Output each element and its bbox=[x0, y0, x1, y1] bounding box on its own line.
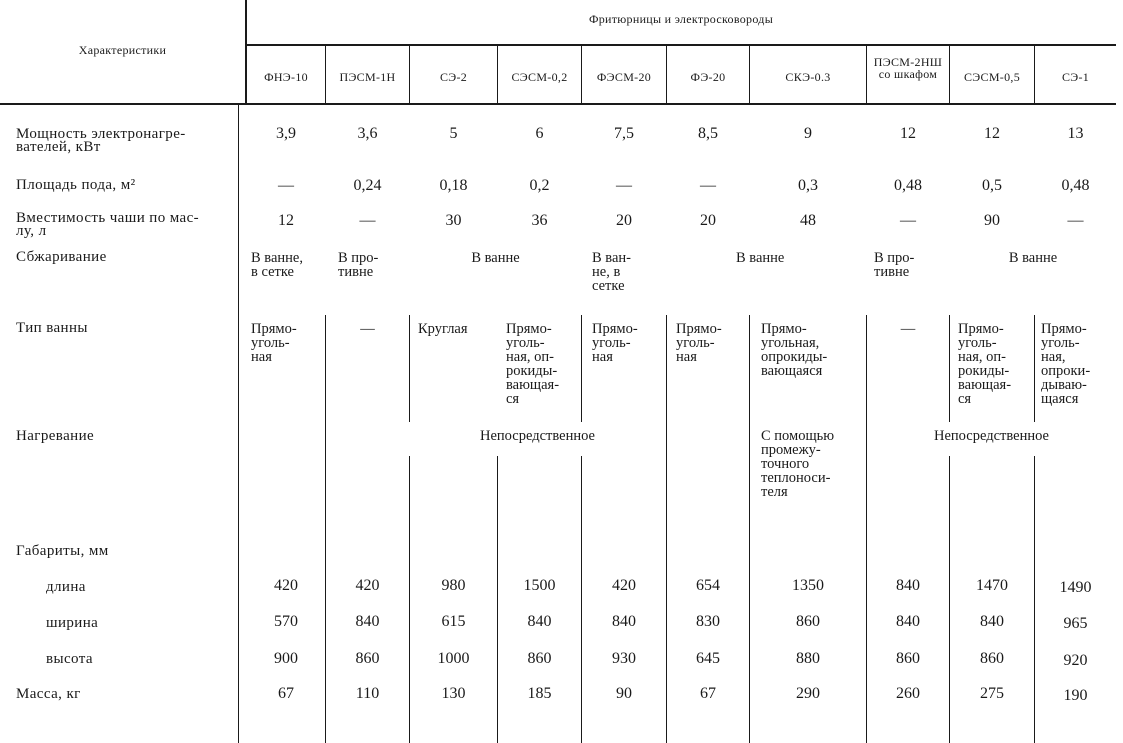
length-cell: 420 bbox=[355, 577, 380, 594]
area-cell: — bbox=[278, 177, 294, 194]
mass-cell: 90 bbox=[616, 685, 632, 702]
header-model-5: ФЭСМ-20 bbox=[596, 70, 652, 84]
mass-cell: 275 bbox=[980, 685, 1004, 702]
capacity-cell: — bbox=[359, 212, 376, 229]
height-cell: 860 bbox=[896, 650, 920, 667]
label-width: ширина bbox=[46, 615, 99, 631]
vrule-body-9 bbox=[1034, 315, 1035, 422]
header-model-7: СКЭ-0.3 bbox=[785, 70, 831, 84]
header-model-3: СЭ-2 bbox=[439, 70, 468, 84]
width-cell: 840 bbox=[980, 613, 1004, 630]
mass-cell: 67 bbox=[278, 685, 294, 702]
frying-cell-merged: В ванне bbox=[736, 250, 785, 266]
label-bath: Тип ванны bbox=[16, 320, 88, 336]
power-cell: 8,5 bbox=[698, 125, 718, 142]
header-model-4: СЭСМ-0,2 bbox=[511, 70, 568, 84]
capacity-cell: — bbox=[900, 212, 916, 229]
vrule-body-7 bbox=[866, 315, 867, 743]
frying-cell-merged: В ванне bbox=[471, 250, 520, 266]
label-heating: Нагревание bbox=[16, 428, 95, 444]
vrule-body-6 bbox=[749, 315, 750, 743]
header-model-2: ПЭСМ-1Н bbox=[339, 70, 396, 84]
frying-cell-merged: В ванне bbox=[1008, 250, 1058, 266]
capacity-cell: — bbox=[1067, 212, 1084, 229]
width-cell: 840 bbox=[612, 613, 636, 630]
capacity-cell: 48 bbox=[800, 212, 816, 229]
height-cell: 880 bbox=[796, 650, 820, 667]
power-cell: 9 bbox=[804, 125, 812, 142]
vrule-header-7 bbox=[866, 45, 867, 103]
area-cell: 0,18 bbox=[439, 177, 468, 194]
label-dims: Габариты, мм bbox=[16, 543, 109, 559]
power-cell: 3,6 bbox=[357, 125, 378, 142]
length-cell: 654 bbox=[696, 577, 720, 594]
bath-cell: — bbox=[360, 321, 375, 337]
area-cell: — bbox=[616, 177, 632, 194]
length-cell: 1470 bbox=[976, 577, 1008, 594]
header-model-1: ФНЭ-10 bbox=[264, 70, 308, 84]
frying-cell: В ван- не, в сетке bbox=[592, 250, 631, 294]
frying-cell: В про- тивне bbox=[874, 250, 915, 280]
header-rule-group bbox=[246, 44, 1116, 46]
bath-cell: Прямо- уголь- ная, опроки- дываю- щаяся bbox=[1041, 321, 1091, 407]
frying-cell: В ванне, в сетке bbox=[251, 250, 303, 280]
header-group-title: Фритюрницы и электросковороды bbox=[588, 12, 774, 26]
power-cell: 12 bbox=[900, 125, 916, 142]
mass-cell: 110 bbox=[355, 685, 380, 702]
bath-cell: — bbox=[900, 321, 916, 337]
area-cell: — bbox=[700, 177, 716, 194]
vrule-body-4 bbox=[581, 315, 582, 422]
heating-cell: С помощью промежу- точного теплоноси- теля bbox=[761, 428, 835, 500]
power-cell: 3,9 bbox=[276, 125, 296, 142]
vrule-body-5 bbox=[666, 315, 667, 743]
area-cell: 0,48 bbox=[894, 177, 922, 194]
header-model-9: СЭСМ-0,5 bbox=[964, 70, 1020, 84]
bath-cell: Прямо- уголь- ная bbox=[251, 321, 297, 365]
length-cell: 840 bbox=[896, 577, 920, 594]
power-cell: 6 bbox=[535, 125, 544, 142]
label-capacity: Вместимость чаши по мас- лу, л bbox=[16, 210, 200, 239]
mass-cell: 67 bbox=[700, 685, 716, 702]
bath-cell: Прямо- уголь- ная bbox=[592, 321, 638, 365]
bath-cell: Прямо- уголь- ная, оп- рокиды- вающая- ся bbox=[506, 321, 560, 407]
header-rule-bottom bbox=[0, 103, 1116, 105]
width-cell: 965 bbox=[1063, 615, 1088, 632]
width-cell: 570 bbox=[274, 613, 298, 630]
label-frying: Сбжаривание bbox=[16, 249, 107, 265]
vrule-body-1 bbox=[325, 315, 326, 743]
width-cell: 840 bbox=[355, 613, 380, 630]
label-mass: Масса, кг bbox=[16, 686, 81, 702]
power-cell: 7,5 bbox=[614, 125, 634, 142]
vrule-body-2 bbox=[409, 315, 410, 422]
length-cell: 420 bbox=[612, 577, 636, 594]
header-model-10: СЭ-1 bbox=[1061, 70, 1090, 84]
width-cell: 830 bbox=[696, 613, 720, 630]
heating-cell-merged: Непосредственное bbox=[480, 428, 595, 444]
heating-cell-merged: Непосредственное bbox=[934, 428, 1049, 444]
vrule-body-label bbox=[238, 104, 239, 743]
height-cell: 1000 bbox=[437, 650, 470, 667]
capacity-cell: 90 bbox=[984, 212, 1000, 229]
bath-cell: Прямо- угольная, опрокиды- вающаяся bbox=[761, 321, 828, 379]
label-power: Мощность электронагре- вателей, кВт bbox=[16, 126, 186, 155]
vrule-body-8 bbox=[949, 315, 950, 422]
header-characteristics: Характеристики bbox=[78, 43, 167, 57]
capacity-cell: 30 bbox=[445, 212, 462, 229]
area-cell: 0,5 bbox=[982, 177, 1002, 194]
length-cell: 420 bbox=[274, 577, 298, 594]
frying-cell: В про- тивне bbox=[338, 250, 379, 280]
bath-cell: Прямо- уголь- ная bbox=[676, 321, 722, 365]
area-cell: 0,24 bbox=[353, 177, 382, 194]
mass-cell: 190 bbox=[1063, 687, 1088, 704]
bath-cell: Круглая bbox=[418, 321, 468, 337]
height-cell: 930 bbox=[612, 650, 636, 667]
width-cell: 860 bbox=[796, 613, 820, 630]
label-length: длина bbox=[46, 579, 86, 595]
bath-cell: Прямо- уголь- ная, оп- рокиды- вающая- ся bbox=[958, 321, 1012, 407]
area-cell: 0,48 bbox=[1061, 177, 1090, 194]
label-height: высота bbox=[46, 651, 93, 667]
capacity-cell: 20 bbox=[616, 212, 632, 229]
power-cell: 5 bbox=[449, 125, 458, 142]
height-cell: 645 bbox=[696, 650, 720, 667]
length-cell: 1500 bbox=[523, 577, 556, 594]
mass-cell: 260 bbox=[896, 685, 920, 702]
height-cell: 860 bbox=[527, 650, 552, 667]
mass-cell: 290 bbox=[796, 685, 820, 702]
header-model-6: ФЭ-20 bbox=[690, 70, 726, 84]
area-cell: 0,2 bbox=[529, 177, 550, 194]
width-cell: 840 bbox=[527, 613, 552, 630]
capacity-cell: 36 bbox=[531, 212, 548, 229]
power-cell: 13 bbox=[1067, 125, 1084, 142]
mass-cell: 185 bbox=[527, 685, 552, 702]
height-cell: 920 bbox=[1063, 652, 1088, 669]
header-model-8: ПЭСМ-2НШ со шкафом bbox=[873, 55, 943, 81]
length-cell: 980 bbox=[441, 577, 466, 594]
capacity-cell: 20 bbox=[700, 212, 716, 229]
capacity-cell: 12 bbox=[278, 212, 294, 229]
length-cell: 1490 bbox=[1059, 579, 1092, 596]
area-cell: 0,3 bbox=[798, 177, 818, 194]
label-area: Площадь пода, м² bbox=[16, 177, 136, 193]
height-cell: 860 bbox=[980, 650, 1004, 667]
length-cell: 1350 bbox=[792, 577, 824, 594]
width-cell: 615 bbox=[441, 613, 466, 630]
mass-cell: 130 bbox=[441, 685, 466, 702]
height-cell: 900 bbox=[274, 650, 298, 667]
power-cell: 12 bbox=[984, 125, 1000, 142]
width-cell: 840 bbox=[896, 613, 920, 630]
height-cell: 860 bbox=[355, 650, 380, 667]
